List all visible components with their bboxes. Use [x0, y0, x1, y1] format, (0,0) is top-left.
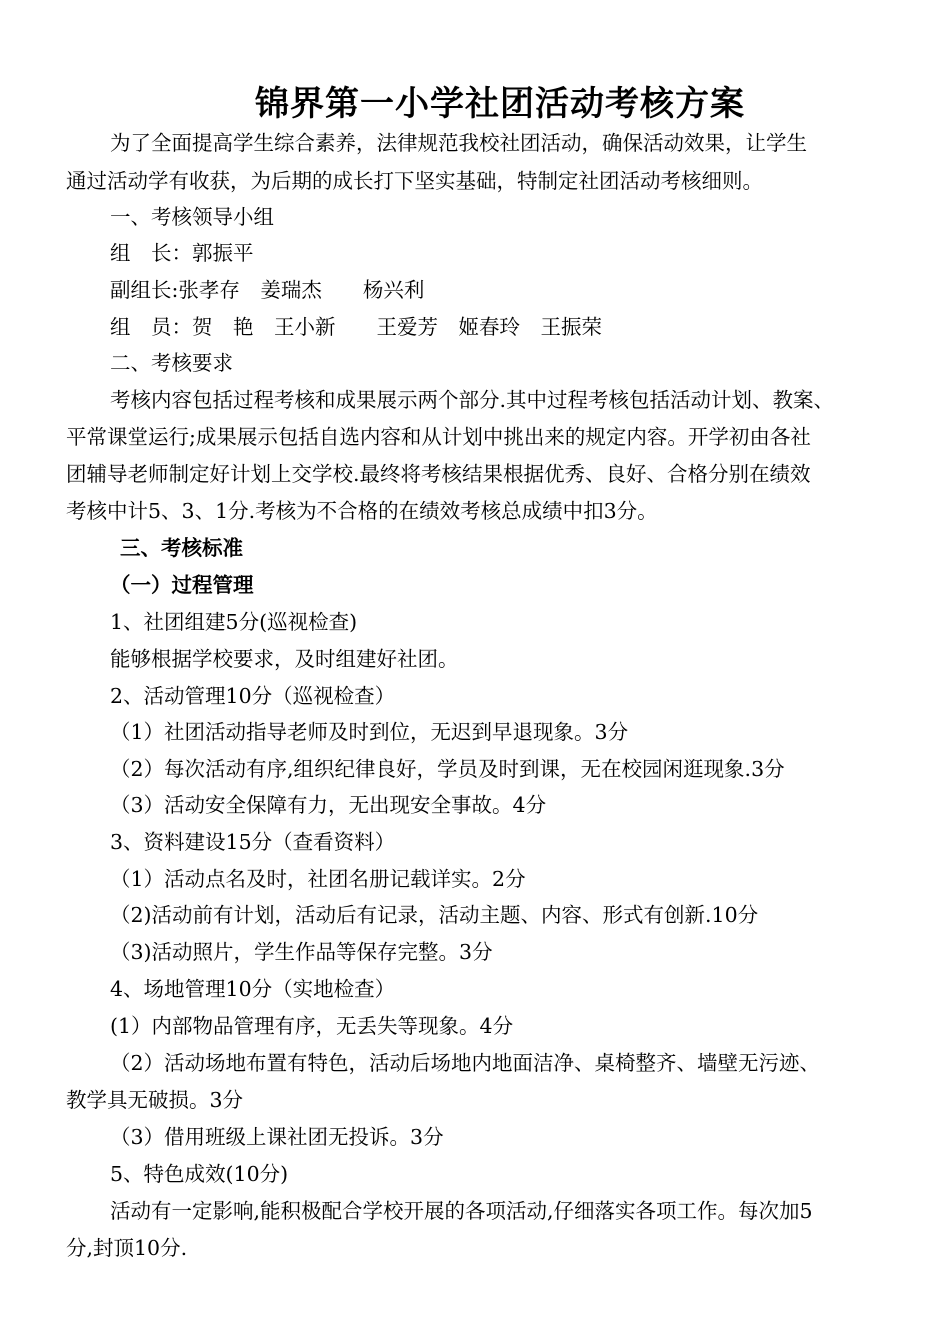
- document-title: 锦界第一小学社团活动考核方案: [255, 84, 745, 124]
- members-line: 组 员：贺 艳 王小新 王爱芳 姬春玲 王振荣: [110, 315, 602, 339]
- item-5-description-line-2: 分,封顶10分.: [66, 1236, 188, 1260]
- item-4-point-2-line-2: 教学具无破损。3分: [66, 1088, 244, 1112]
- item-3-heading: 3、资料建设15分（查看资料）: [110, 830, 396, 854]
- item-3-point-1: （1）活动点名及时，社团名册记载详实。2分: [110, 867, 526, 891]
- item-2-point-3: （3）活动安全保障有力，无出现安全事故。4分: [110, 793, 547, 817]
- intro-line-2: 通过活动学有收获，为后期的成长打下坚实基础，特制定社团活动考核细则。: [66, 169, 763, 193]
- section-3-heading: 三、考核标准: [120, 536, 243, 560]
- requirements-line-3: 团辅导老师制定好计划上交学校.最终将考核结果根据优秀、良好、合格分别在绩效: [66, 462, 811, 486]
- item-4-point-3: （3）借用班级上课社团无投诉。3分: [110, 1125, 444, 1149]
- leader-line: 组 长：郭振平: [110, 241, 254, 265]
- item-2-point-2: （2）每次活动有序,组织纪律良好，学员及时到课，无在校园闲逛现象.3分: [110, 757, 785, 781]
- item-1-description: 能够根据学校要求，及时组建好社团。: [110, 647, 459, 671]
- item-3-point-3: （3)活动照片，学生作品等保存完整。3分: [110, 940, 493, 964]
- item-5-heading: 5、特色成效(10分): [110, 1162, 289, 1186]
- item-2-point-1: （1）社团活动指导老师及时到位，无迟到早退现象。3分: [110, 720, 629, 744]
- item-4-heading: 4、场地管理10分（实地检查）: [110, 977, 396, 1001]
- item-2-heading: 2、活动管理10分（巡视检查）: [110, 684, 396, 708]
- process-management-heading: （一）过程管理: [110, 573, 254, 597]
- item-1-heading: 1、社团组建5分(巡视检查): [110, 610, 358, 634]
- requirements-line-2: 平常课堂运行;成果展示包括自选内容和从计划中挑出来的规定内容。开学初由各社: [66, 425, 811, 449]
- section-1-heading: 一、考核领导小组: [110, 205, 274, 229]
- section-2-heading: 二、考核要求: [110, 351, 233, 375]
- requirements-line-1: 考核内容包括过程考核和成果展示两个部分.其中过程考核包括活动计划、教案、: [110, 388, 835, 412]
- item-3-point-2: （2)活动前有计划，活动后有记录，活动主题、内容、形式有创新.10分: [110, 903, 759, 927]
- requirements-line-4: 考核中计5、3、1分.考核为不合格的在绩效考核总成绩中扣3分。: [66, 499, 658, 523]
- intro-line-1: 为了全面提高学生综合素养，法律规范我校社团活动，确保活动效果，让学生: [110, 131, 807, 155]
- deputy-leaders-line: 副组长:张孝存 姜瑞杰 杨兴利: [110, 278, 425, 302]
- item-4-point-2-line-1: （2）活动场地布置有特色，活动后场地内地面洁净、桌椅整齐、墙壁无污迹、: [110, 1051, 821, 1075]
- item-4-point-1: (1）内部物品管理有序，无丢失等现象。4分: [110, 1014, 514, 1038]
- item-5-description-line-1: 活动有一定影响,能积极配合学校开展的各项活动,仔细落实各项工作。每次加5: [110, 1199, 813, 1223]
